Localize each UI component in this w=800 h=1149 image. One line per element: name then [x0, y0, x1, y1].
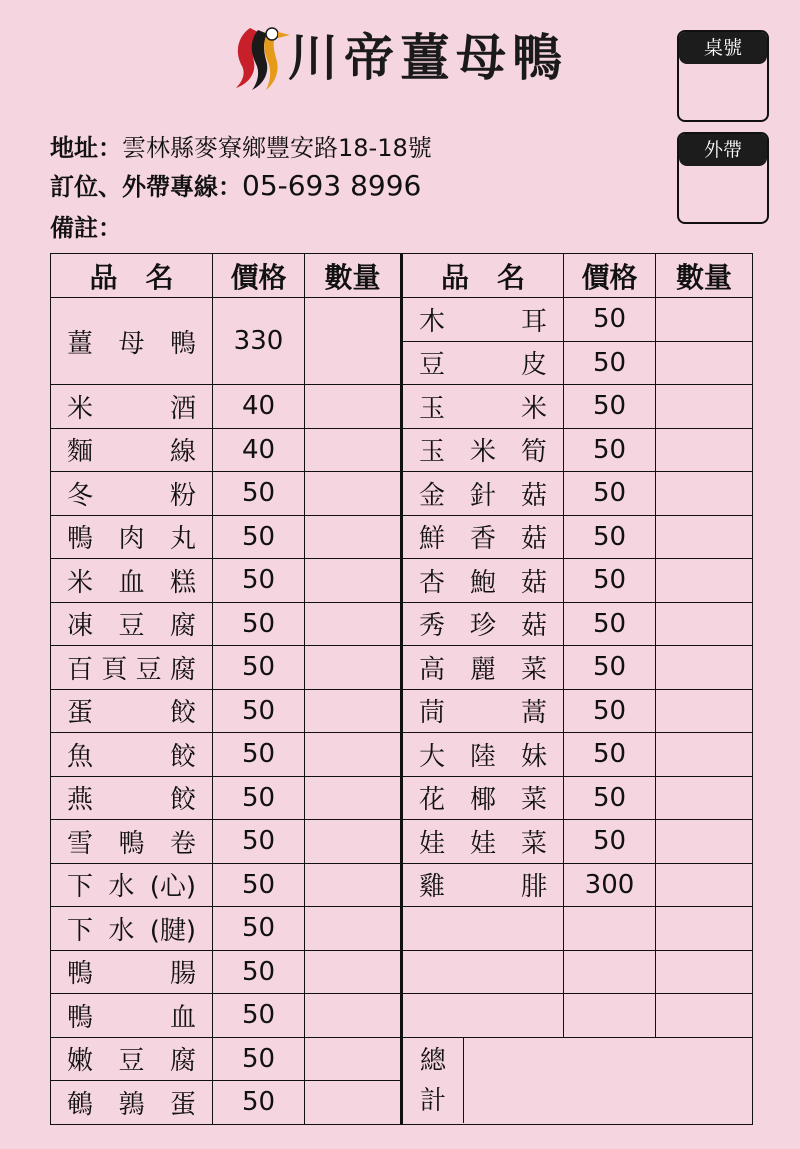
item-name-cell: [51, 298, 213, 385]
item-price: 50: [564, 298, 656, 342]
address-label: 地址：: [50, 134, 122, 162]
item-price: 50: [564, 385, 656, 429]
item-name: 木 耳: [419, 306, 547, 337]
item-price: 50: [213, 820, 305, 864]
item-price: 50: [564, 689, 656, 733]
blank-qty-cell[interactable]: [656, 950, 753, 994]
table-row: [51, 646, 753, 690]
item-name: 蛋 餃: [67, 698, 196, 729]
col-price-header: 價格: [213, 254, 305, 298]
item-name-cell: [51, 820, 213, 864]
item-name-cell: [51, 1037, 213, 1081]
item-name: 燕 餃: [67, 785, 196, 816]
item-name: 大 陸 妹: [419, 741, 547, 772]
quantity-field[interactable]: [305, 776, 402, 820]
quantity-field[interactable]: [305, 559, 402, 603]
item-name: 秀 珍 菇: [419, 611, 547, 642]
item-price: 50: [213, 994, 305, 1038]
item-price: 50: [564, 733, 656, 777]
address-value: 雲林縣麥寮鄉豐安路18-18號: [122, 134, 432, 162]
item-price: 50: [213, 907, 305, 951]
total-field[interactable]: [464, 1038, 752, 1123]
total-label: [403, 1038, 464, 1123]
blank-price-cell[interactable]: [564, 994, 656, 1038]
table-row: [51, 298, 753, 342]
blank-name-cell[interactable]: [402, 950, 564, 994]
item-name-cell: [402, 341, 564, 385]
quantity-field[interactable]: [305, 472, 402, 516]
blank-price-cell[interactable]: [564, 950, 656, 994]
blank-name-cell[interactable]: [402, 907, 564, 951]
item-name: 金 針 菇: [419, 480, 547, 511]
item-name: 下 水 (心): [67, 872, 196, 903]
item-name-cell: [51, 602, 213, 646]
item-name: 高 麗 菜: [419, 654, 547, 685]
item-price: 50: [564, 820, 656, 864]
quantity-field[interactable]: [656, 776, 753, 820]
item-name-cell: [402, 385, 564, 429]
blank-price-cell[interactable]: [564, 907, 656, 951]
item-name-cell: [402, 733, 564, 777]
table-row: [51, 950, 753, 994]
item-name-cell: [51, 733, 213, 777]
quantity-field[interactable]: [305, 689, 402, 733]
item-price: 50: [213, 515, 305, 559]
item-name-cell: [51, 863, 213, 907]
table-number-label: 桌號: [679, 32, 767, 64]
item-name: 冬 粉: [67, 480, 196, 511]
item-price: 50: [213, 472, 305, 516]
item-name-cell: [402, 472, 564, 516]
blank-qty-cell[interactable]: [656, 994, 753, 1038]
item-name: 雞 腓: [419, 872, 547, 903]
item-price: 50: [564, 559, 656, 603]
item-name: 米 酒: [67, 393, 196, 424]
col-price-header: 價格: [564, 254, 656, 298]
item-name: 豆 皮: [419, 350, 547, 381]
item-name: 杏 鮑 菇: [419, 567, 547, 598]
item-price: 50: [564, 472, 656, 516]
item-name-cell: [51, 994, 213, 1038]
takeout-label: 外帶: [679, 134, 767, 166]
table-row: [51, 559, 753, 603]
item-name: 鴨 血: [67, 1002, 196, 1033]
quantity-field[interactable]: [305, 820, 402, 864]
table-row: [51, 820, 753, 864]
item-name-cell: [402, 820, 564, 864]
quantity-field[interactable]: [305, 646, 402, 690]
quantity-field[interactable]: [305, 298, 402, 385]
col-name-header: 品 名: [402, 254, 564, 298]
item-name: 鮮 香 菇: [419, 524, 547, 555]
total-label-line1: 總: [419, 1045, 446, 1076]
item-price: 50: [213, 776, 305, 820]
table-row: [51, 689, 753, 733]
item-price: 50: [213, 733, 305, 777]
item-price: 50: [564, 602, 656, 646]
blank-qty-cell[interactable]: [656, 907, 753, 951]
item-name-cell: [51, 776, 213, 820]
quantity-field[interactable]: [656, 515, 753, 559]
total-label-line2: 計: [419, 1085, 446, 1116]
item-name-cell: [51, 1081, 213, 1125]
item-price: 50: [213, 950, 305, 994]
item-name-cell: [51, 515, 213, 559]
table-row: [51, 776, 753, 820]
quantity-field[interactable]: [305, 994, 402, 1038]
item-price: 50: [213, 689, 305, 733]
quantity-field[interactable]: [656, 472, 753, 516]
item-price: 300: [564, 863, 656, 907]
total-cell: [402, 1037, 753, 1124]
col-qty-header: 數量: [656, 254, 753, 298]
note-line[interactable]: [50, 208, 122, 243]
blank-name-cell[interactable]: [402, 994, 564, 1038]
item-name-cell: [51, 646, 213, 690]
item-price: 50: [564, 428, 656, 472]
item-name: 嫩 豆 腐: [67, 1046, 196, 1077]
item-name: 下 水 (腱): [67, 915, 196, 946]
col-qty-header: 數量: [305, 254, 402, 298]
item-price: 50: [213, 1037, 305, 1081]
item-price: 40: [213, 428, 305, 472]
item-name: 鴨 肉 丸: [67, 524, 196, 555]
item-name-cell: [402, 646, 564, 690]
item-price: 50: [564, 515, 656, 559]
item-name: 米 血 糕: [67, 567, 196, 598]
note-label: 備註：: [50, 214, 122, 242]
item-name-cell: [51, 907, 213, 951]
quantity-field[interactable]: [305, 1081, 402, 1125]
item-name-cell: [51, 472, 213, 516]
table-row: [51, 602, 753, 646]
item-name: 玉 米: [419, 393, 547, 424]
item-price: 50: [564, 646, 656, 690]
quantity-field[interactable]: [305, 515, 402, 559]
item-name: 魚 餃: [67, 741, 196, 772]
item-price: 50: [213, 1081, 305, 1125]
item-name: 娃 娃 菜: [419, 828, 547, 859]
quantity-field[interactable]: [656, 820, 753, 864]
item-name-cell: [402, 428, 564, 472]
phone-line: [50, 167, 421, 202]
table-row: [51, 428, 753, 472]
item-name: 百 頁 豆 腐: [67, 654, 196, 685]
item-name-cell: [402, 776, 564, 820]
phone-value: 05-693 8996: [242, 169, 422, 202]
item-name: 茼 蒿: [419, 698, 547, 729]
quantity-field[interactable]: [305, 907, 402, 951]
item-name-cell: [51, 689, 213, 733]
item-name-cell: [402, 515, 564, 559]
item-name: 麵 線: [67, 437, 196, 468]
quantity-field[interactable]: [305, 950, 402, 994]
quantity-field[interactable]: [656, 559, 753, 603]
address-line: [50, 128, 432, 163]
item-name-cell: [51, 950, 213, 994]
item-name: 凍 豆 腐: [67, 611, 196, 642]
order-table: [50, 253, 753, 1125]
item-name-cell: [402, 559, 564, 603]
table-row: [51, 733, 753, 777]
item-name-cell: [51, 428, 213, 472]
item-name-cell: [402, 863, 564, 907]
item-price: 50: [213, 863, 305, 907]
item-name: 鴨 腸: [67, 959, 196, 990]
item-price: 50: [213, 602, 305, 646]
item-price: 50: [564, 341, 656, 385]
item-price: 330: [213, 298, 305, 385]
item-name: 雪 鴨 卷: [67, 828, 196, 859]
quantity-field[interactable]: [656, 689, 753, 733]
table-row: [51, 385, 753, 429]
table-row: [51, 1037, 753, 1081]
quantity-field[interactable]: [656, 602, 753, 646]
table-row: [51, 863, 753, 907]
table-row: [51, 472, 753, 516]
item-price: 50: [564, 776, 656, 820]
table-row: [51, 994, 753, 1038]
quantity-field[interactable]: [305, 1037, 402, 1081]
table-header-row: [51, 254, 753, 298]
item-price: 40: [213, 385, 305, 429]
quantity-field[interactable]: [656, 341, 753, 385]
takeout-box[interactable]: [677, 132, 769, 224]
quantity-field[interactable]: [656, 385, 753, 429]
duck-logo-icon: [228, 22, 292, 92]
quantity-field[interactable]: [305, 385, 402, 429]
quantity-field[interactable]: [656, 646, 753, 690]
table-row: [51, 515, 753, 559]
item-name-cell: [51, 385, 213, 429]
item-name: 鵪 鶉 蛋: [67, 1089, 196, 1120]
phone-label: 訂位、外帶專線：: [50, 173, 242, 201]
quantity-field[interactable]: [305, 428, 402, 472]
item-name: 花 椰 菜: [419, 785, 547, 816]
quantity-field[interactable]: [656, 863, 753, 907]
item-name: 玉 米 筍: [419, 437, 547, 468]
item-name-cell: [402, 689, 564, 733]
quantity-field[interactable]: [656, 733, 753, 777]
table-number-box[interactable]: [677, 30, 769, 122]
item-name-cell: [402, 298, 564, 342]
col-name-header: 品 名: [51, 254, 213, 298]
table-row: [51, 907, 753, 951]
quantity-field[interactable]: [305, 733, 402, 777]
quantity-field[interactable]: [305, 602, 402, 646]
item-name-cell: [51, 559, 213, 603]
item-name-cell: [402, 602, 564, 646]
item-price: 50: [213, 559, 305, 603]
brand-title: 川帝薑母鴨: [288, 28, 568, 87]
quantity-field[interactable]: [305, 863, 402, 907]
quantity-field[interactable]: [656, 428, 753, 472]
item-price: 50: [213, 646, 305, 690]
item-name: 薑 母 鴨: [67, 328, 196, 359]
quantity-field[interactable]: [656, 298, 753, 342]
